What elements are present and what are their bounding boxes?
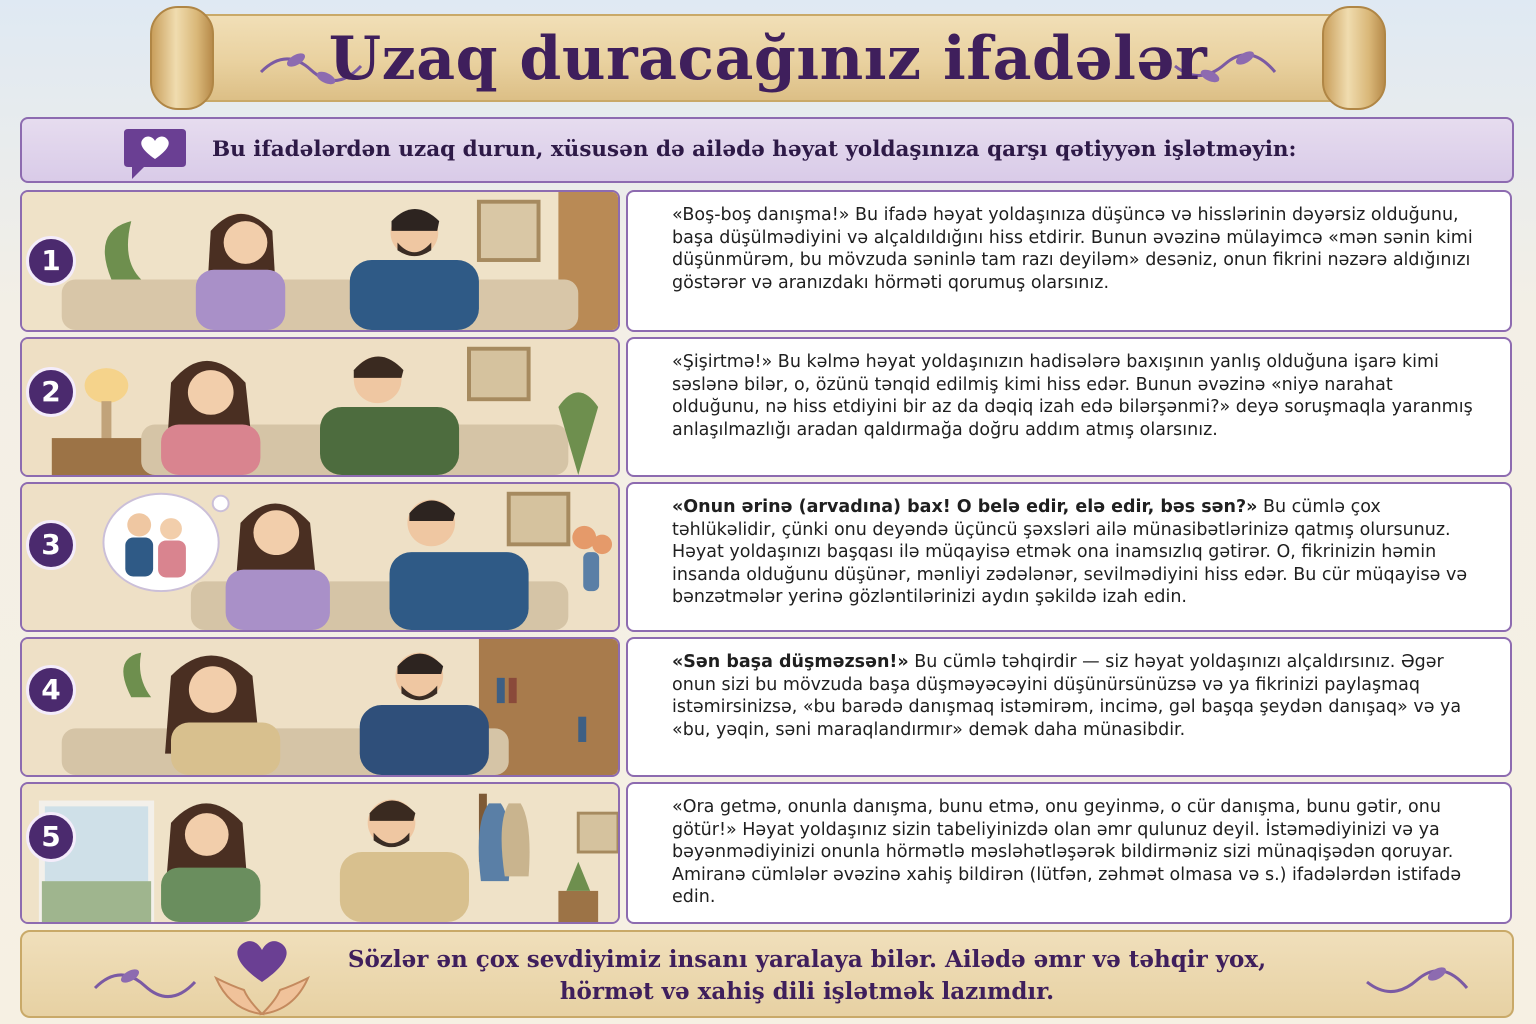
footer-line-1: Sözlər ən çox sevdiyimiz insanı yaralaya bilər. Ailədə əmr və təhqir yox, [347,946,1267,973]
phrase-text-card [626,337,1512,477]
item-number-badge: 2 [26,367,76,417]
footer-message [322,944,1292,1008]
title-scroll [150,6,1386,110]
phrase-description [672,496,1480,609]
intro-banner [20,117,1514,183]
heart-in-hands-icon [202,936,322,1018]
phrase-text-card [626,190,1512,332]
illustration-insult [20,637,620,777]
phrase-description [672,651,1480,741]
page-title: Uzaq duracağınız ifadələr [328,24,1208,94]
phrase-row [20,190,1514,332]
phrase-description [672,796,1480,909]
illustration-couple-talking [20,337,620,477]
phrase-body: Bu cümlə təhqirdir — siz həyat yoldaşınızı alçaldırsınız. Əgər onun sizi bu mövzuda başa düşməyəcəyini düşünürsünüzsə və ya fikrinizi paylaşmaq istəmirsinizsə, «bu barədə danışmaq istəmirəm, incimə, gəl başqa şeydən danışaq» və ya «bu, yəqin, səni maraqlandırmır» demək daha münasibdir. [672,652,1462,740]
intro-text: Bu ifadələrdən uzaq durun, xüsusən də ailədə həyat yoldaşınıza qarşı qətiyyən işlətməyin: [212,137,1297,162]
footer-line-2: hörmət və xahiş dili işlətmək lazımdır. [559,978,1055,1005]
phrase-row [20,637,1514,777]
phrase-body: «Şişirtmə!» Bu kəlmə həyat yoldaşınızın hadisələrə baxışının yanlış olduğuna işarə kimi səslənə bilər, o, özünü tənqid edilmiş kimi hiss edər. Bunun əvəzinə «niyə narahat olduğunu, nə hiss etdiyini bir az da dəqiq izah edə bilərşənmi?» deyə soruşmaqla yaranmış anlaşılmazlığı aradan qaldırmağa doğru addım atmış olarsınız. [672,352,1473,440]
phrase-body: «Boş-boş danışma!» Bu ifadə həyat yoldaşınıza düşüncə və hisslərinin dəyərsiz olduğunu, başa düşülmədiyini və alçaldıldığını hiss etdirir. Bunun əvəzinə mülayimcə «mən sənin kimi düşünmürəm, bu mövzuda səninlə tam razı deyiləm» desəniz, onun fikrini nəzərə aldığınızı göstərər və aranızdakı hörməti qorumuş olarsınız. [672,205,1473,293]
illustration-commanding [20,782,620,924]
phrase-description [672,351,1480,441]
phrase-text-card [626,782,1512,924]
phrase-body: Bu cümlə çox təhlükəlidir, çünki onu deyəndə üçüncü şəxsləri ailə münasibətlərinizə qatmış olursunuz. Həyat yoldaşınızı başqası ilə müqayisə etmək ona inamsızlıq gətirər. O, fikrinizin həmin insanda olduğunu düşünər, mənliyi zədələnər, sevilmədiyini hiss edər. Bu cür müqayisə və bənzətmələr yerinə gözləntilərinizi aydın şəkildə izah edin. [672,497,1468,607]
illustration-couple-argument [20,190,620,332]
phrase-row [20,782,1514,924]
phrase-text-card [626,637,1512,777]
phrase-bold: «Onun ərinə (arvadına) bax! O belə edir, elə edir, bəs sən?» [672,497,1258,517]
phrase-description [672,204,1480,294]
footer-banner [20,930,1514,1018]
phrase-row [20,482,1514,632]
heart-speech-bubble-icon [122,125,188,181]
item-number-badge: 4 [26,665,76,715]
phrase-bold: «Sən başa düşməzsən!» [672,652,909,672]
phrase-body: «Ora getmə, onunla danışma, bunu etmə, onu geyinmə, o cür danışma, bunu gətir, onu götür!» Həyat yoldaşınız sizin tabeliyinizdə olan əmr qulunuz deyil. İstəmədiyinizi və ya bəyənmədiyinizi onunla hörmətlə məsləhətləşərək bildirməniz sizi münaqişədən qoruyar. Amiranə cümlələr əvəzinə xahiş bildirən (lütfən, zəhmət olmasa və s.) ifadələrdən istifadə edin. [672,797,1462,907]
phrase-text-card [626,482,1512,632]
footer-flourish-left-icon [90,958,200,1008]
item-number-badge: 1 [26,236,76,286]
footer-flourish-right-icon [1362,958,1472,1008]
item-number-badge: 3 [26,520,76,570]
phrase-row [20,337,1514,477]
item-number-badge: 5 [26,812,76,862]
illustration-comparison [20,482,620,632]
